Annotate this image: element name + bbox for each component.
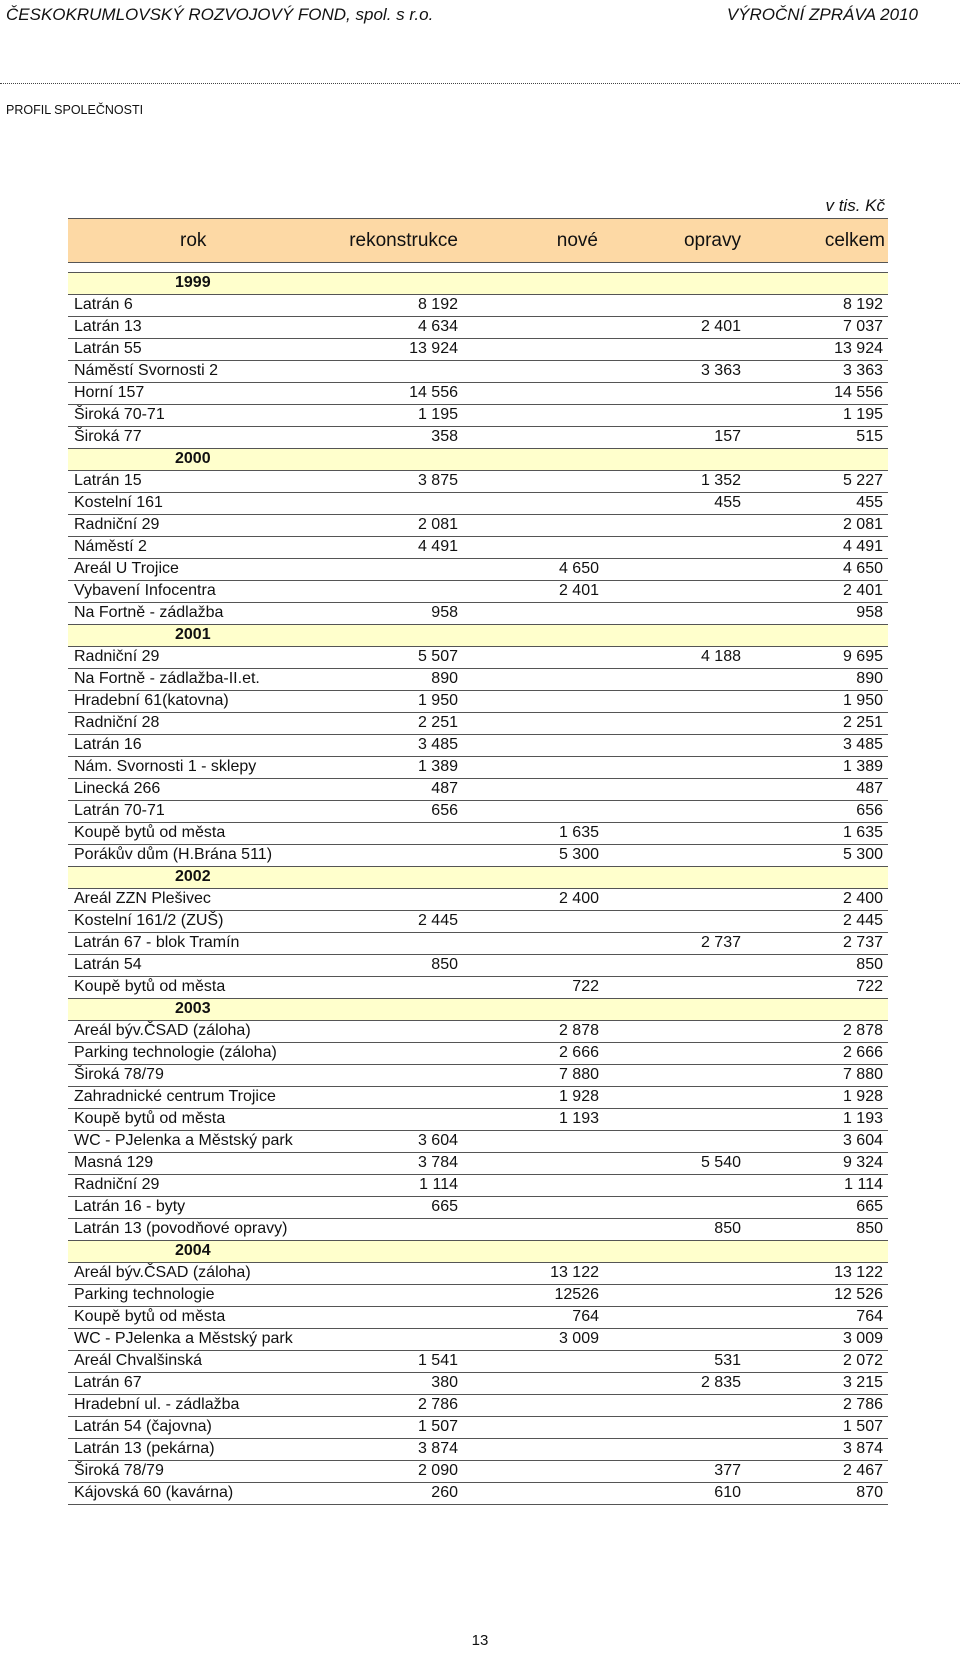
table-row [68, 669, 888, 691]
property-name-cell: Latrán 67 [74, 1374, 142, 1391]
rekonstrukce-cell: 358 [431, 428, 458, 445]
celkem-cell: 487 [856, 780, 883, 797]
table-row [68, 1351, 888, 1373]
property-name-cell: Koupě bytů od města [74, 1110, 226, 1127]
year-row [68, 273, 888, 295]
rekonstrukce-cell: 2 786 [417, 1396, 458, 1413]
table-row [68, 427, 888, 449]
celkem-cell: 2 445 [842, 912, 883, 929]
rekonstrukce-cell: 1 507 [417, 1418, 458, 1435]
table-row [68, 1417, 888, 1439]
table-row [68, 1153, 888, 1175]
property-name-cell: Hradební ul. - zádlažba [74, 1396, 240, 1413]
table-row [68, 1021, 888, 1043]
opravy-cell: 2 401 [700, 318, 741, 335]
opravy-cell: 531 [714, 1352, 741, 1369]
table-row [68, 471, 888, 493]
rekonstrukce-cell: 3 604 [417, 1132, 458, 1149]
nove-cell: 5 300 [558, 846, 599, 863]
celkem-cell: 2 666 [842, 1044, 883, 1061]
nove-cell: 2 400 [558, 890, 599, 907]
table-row [68, 713, 888, 735]
rekonstrukce-cell: 1 195 [417, 406, 458, 423]
nove-cell: 4 650 [558, 560, 599, 577]
rekonstrukce-cell: 3 874 [417, 1440, 458, 1457]
table-row [68, 933, 888, 955]
table-row [68, 383, 888, 405]
table-row [68, 405, 888, 427]
celkem-cell: 1 195 [842, 406, 883, 423]
report-year-title: VÝROČNÍ ZPRÁVA 2010 [726, 5, 918, 24]
celkem-cell: 2 737 [842, 934, 883, 951]
property-name-cell: Latrán 55 [74, 340, 142, 357]
column-header-nove: nové [556, 230, 598, 251]
rekonstrukce-cell: 3 784 [417, 1154, 458, 1171]
nove-cell: 2 666 [558, 1044, 599, 1061]
opravy-cell: 610 [714, 1484, 741, 1501]
table-row [68, 779, 888, 801]
celkem-cell: 8 192 [842, 296, 883, 313]
opravy-cell: 455 [714, 494, 741, 511]
property-name-cell: Areál býv.ČSAD (záloha) [74, 1264, 251, 1281]
property-name-cell: Latrán 13 [74, 318, 142, 335]
opravy-cell: 850 [714, 1220, 741, 1237]
property-name-cell: Nám. Svornosti 1 - sklepy [74, 758, 257, 775]
celkem-cell: 14 556 [834, 384, 883, 401]
property-name-cell: Latrán 13 (povodňové opravy) [74, 1220, 288, 1237]
property-name-cell: Radniční 29 [74, 1176, 160, 1193]
table-row [68, 339, 888, 361]
rekonstrukce-cell: 260 [431, 1484, 458, 1501]
year-label: 1999 [175, 274, 211, 291]
property-name-cell: Náměstí 2 [74, 538, 147, 555]
property-name-cell: Široká 70-71 [74, 406, 165, 423]
rekonstrukce-cell: 656 [431, 802, 458, 819]
report-company-title: ČESKOKRUMLOVSKÝ ROZVOJOVÝ FOND, spol. s r.o. [6, 5, 434, 24]
property-name-cell: Latrán 15 [74, 472, 142, 489]
property-name-cell: Široká 78/79 [74, 1462, 164, 1479]
table-row [68, 493, 888, 515]
property-name-cell: Latrán 16 [74, 736, 142, 753]
celkem-cell: 455 [856, 494, 883, 511]
property-name-cell: Koupě bytů od města [74, 824, 226, 841]
property-name-cell: Porákův dům (H.Brána 511) [74, 846, 273, 863]
celkem-cell: 13 122 [834, 1264, 883, 1281]
property-name-cell: Radniční 29 [74, 648, 160, 665]
rekonstrukce-cell: 487 [431, 780, 458, 797]
celkem-cell: 3 604 [842, 1132, 883, 1149]
rekonstrukce-cell: 8 192 [417, 296, 458, 313]
property-name-cell: Kájovská 60 (kavárna) [74, 1484, 234, 1501]
year-label: 2003 [175, 1000, 211, 1017]
property-name-cell: Areál býv.ČSAD (záloha) [74, 1022, 251, 1039]
celkem-cell: 665 [856, 1198, 883, 1215]
celkem-cell: 656 [856, 802, 883, 819]
property-name-cell: Parking technologie (záloha) [74, 1044, 277, 1061]
rekonstrukce-cell: 4 634 [417, 318, 458, 335]
opravy-cell: 2 835 [700, 1374, 741, 1391]
table-row [68, 1131, 888, 1153]
year-row [68, 867, 888, 889]
table-row [68, 1285, 888, 1307]
opravy-cell: 5 540 [700, 1154, 741, 1171]
table-header [68, 218, 888, 263]
column-header-rekonstrukce: rekonstrukce [349, 230, 458, 251]
rekonstrukce-cell: 2 445 [417, 912, 458, 929]
table-row [68, 889, 888, 911]
opravy-cell: 157 [714, 428, 741, 445]
celkem-cell: 1 635 [842, 824, 883, 841]
table-row [68, 1087, 888, 1109]
property-name-cell: Latrán 54 (čajovna) [74, 1418, 212, 1435]
opravy-cell: 2 737 [700, 934, 741, 951]
table-row [68, 317, 888, 339]
property-name-cell: Koupě bytů od města [74, 978, 226, 995]
nove-cell: 2 401 [558, 582, 599, 599]
celkem-cell: 2 072 [842, 1352, 883, 1369]
table-row [68, 977, 888, 999]
celkem-cell: 1 389 [842, 758, 883, 775]
nove-cell: 764 [572, 1308, 599, 1325]
celkem-cell: 2 400 [842, 890, 883, 907]
celkem-cell: 3 215 [842, 1374, 883, 1391]
table-row [68, 559, 888, 581]
rekonstrukce-cell: 958 [431, 604, 458, 621]
rekonstrukce-cell: 850 [431, 956, 458, 973]
property-name-cell: Latrán 54 [74, 956, 142, 973]
table-row [68, 1197, 888, 1219]
rekonstrukce-cell: 1 950 [417, 692, 458, 709]
rekonstrukce-cell: 13 924 [409, 340, 458, 357]
year-label: 2001 [175, 626, 211, 643]
table-row [68, 823, 888, 845]
year-row [68, 625, 888, 647]
celkem-cell: 2 251 [842, 714, 883, 731]
opravy-cell: 1 352 [700, 472, 741, 489]
table-row [68, 647, 888, 669]
property-name-cell: Radniční 28 [74, 714, 160, 731]
rekonstrukce-cell: 2 090 [417, 1462, 458, 1479]
property-name-cell: Náměstí Svornosti 2 [74, 362, 219, 379]
rekonstrukce-cell: 1 389 [417, 758, 458, 775]
table-row [68, 1263, 888, 1285]
table-row [68, 1307, 888, 1329]
property-name-cell: Široká 78/79 [74, 1066, 164, 1083]
rekonstrukce-cell: 1 114 [419, 1176, 458, 1193]
nove-cell: 1 928 [558, 1088, 599, 1105]
table-row [68, 1175, 888, 1197]
header-divider [0, 83, 960, 84]
celkem-cell: 1 928 [842, 1088, 883, 1105]
nove-cell: 2 878 [558, 1022, 599, 1039]
property-name-cell: Koupě bytů od města [74, 1308, 226, 1325]
table-row [68, 1395, 888, 1417]
year-label: 2002 [175, 868, 211, 885]
table-body [68, 273, 888, 1505]
nove-cell: 1 193 [558, 1110, 599, 1127]
property-name-cell: WC - PJelenka a Městský park [74, 1132, 293, 1149]
celkem-cell: 2 467 [842, 1462, 883, 1479]
rekonstrukce-cell: 4 491 [417, 538, 458, 555]
property-name-cell: Radniční 29 [74, 516, 160, 533]
celkem-cell: 12 526 [834, 1286, 883, 1303]
celkem-cell: 2 786 [842, 1396, 883, 1413]
header-spacer [68, 263, 888, 273]
property-name-cell: Latrán 67 - blok Tramín [74, 934, 240, 951]
rekonstrukce-cell: 2 081 [417, 516, 458, 533]
table-row [68, 1065, 888, 1087]
rekonstrukce-cell: 3 875 [417, 472, 458, 489]
property-name-cell: Areál Chvalšinská [74, 1352, 203, 1369]
property-name-cell: Vybavení Infocentra [74, 582, 216, 599]
celkem-cell: 850 [856, 1220, 883, 1237]
celkem-cell: 3 874 [842, 1440, 883, 1457]
section-title: PROFIL SPOLEČNOSTI [6, 103, 144, 117]
property-name-cell: WC - PJelenka a Městský park [74, 1330, 293, 1347]
nove-cell: 1 635 [558, 824, 599, 841]
table-row [68, 691, 888, 713]
celkem-cell: 2 401 [842, 582, 883, 599]
table-row [68, 1461, 888, 1483]
table-row [68, 1373, 888, 1395]
opravy-cell: 377 [714, 1462, 741, 1479]
celkem-cell: 9 695 [842, 648, 883, 665]
property-name-cell: Linecká 266 [74, 780, 161, 797]
page-number: 13 [471, 1632, 489, 1649]
nove-cell: 7 880 [558, 1066, 599, 1083]
celkem-cell: 13 924 [834, 340, 883, 357]
celkem-cell: 722 [856, 978, 883, 995]
table-row [68, 361, 888, 383]
rekonstrukce-cell: 2 251 [417, 714, 458, 731]
celkem-cell: 7 037 [842, 318, 883, 335]
table-row [68, 603, 888, 625]
celkem-cell: 1 193 [842, 1110, 883, 1127]
celkem-cell: 870 [856, 1484, 883, 1501]
year-row [68, 1241, 888, 1263]
celkem-cell: 2 081 [842, 516, 883, 533]
celkem-cell: 958 [856, 604, 883, 621]
property-name-cell: Latrán 13 (pekárna) [74, 1440, 215, 1457]
investment-table [68, 218, 888, 1505]
table-row [68, 537, 888, 559]
celkem-cell: 3 363 [842, 362, 883, 379]
celkem-cell: 4 650 [842, 560, 883, 577]
property-name-cell: Parking technologie [74, 1286, 215, 1303]
year-row [68, 999, 888, 1021]
celkem-cell: 5 300 [842, 846, 883, 863]
celkem-cell: 515 [856, 428, 883, 445]
year-label: 2000 [175, 450, 211, 467]
table-row [68, 911, 888, 933]
rekonstrukce-cell: 5 507 [417, 648, 458, 665]
celkem-cell: 3 485 [842, 736, 883, 753]
celkem-cell: 890 [856, 670, 883, 687]
rekonstrukce-cell: 3 485 [417, 736, 458, 753]
property-name-cell: Zahradnické centrum Trojice [74, 1088, 276, 1105]
property-name-cell: Kostelní 161/2 (ZUŠ) [74, 912, 224, 929]
table-row [68, 757, 888, 779]
column-header-opravy: opravy [683, 230, 741, 251]
celkem-cell: 3 009 [842, 1330, 883, 1347]
table-row [68, 955, 888, 977]
nove-cell: 722 [572, 978, 599, 995]
property-name-cell: Latrán 6 [74, 296, 133, 313]
unit-label: v tis. Kč [825, 196, 885, 215]
table-row [68, 295, 888, 317]
table-row [68, 581, 888, 603]
nove-cell: 13 122 [550, 1264, 599, 1281]
celkem-cell: 850 [856, 956, 883, 973]
property-name-cell: Kostelní 161 [74, 494, 163, 511]
year-label: 2004 [175, 1242, 211, 1259]
celkem-cell: 764 [856, 1308, 883, 1325]
table-row [68, 801, 888, 823]
table-row [68, 1483, 888, 1505]
property-name-cell: Masná 129 [74, 1154, 154, 1171]
opravy-cell: 4 188 [700, 648, 741, 665]
rekonstrukce-cell: 1 541 [417, 1352, 458, 1369]
property-name-cell: Na Fortně - zádlažba [74, 604, 224, 621]
celkem-cell: 1 950 [842, 692, 883, 709]
property-name-cell: Hradební 61(katovna) [74, 692, 229, 709]
rekonstrukce-cell: 665 [431, 1198, 458, 1215]
table-row [68, 1043, 888, 1065]
celkem-cell: 2 878 [842, 1022, 883, 1039]
property-name-cell: Horní 157 [74, 384, 145, 401]
rekonstrukce-cell: 380 [431, 1374, 458, 1391]
property-name-cell: Široká 77 [74, 428, 142, 445]
column-header-celkem: celkem [824, 230, 885, 251]
property-name-cell: Areál ZZN Plešivec [74, 890, 211, 907]
table-row [68, 1329, 888, 1351]
nove-cell: 3 009 [558, 1330, 599, 1347]
column-header-rok: rok [180, 230, 207, 251]
celkem-cell: 4 491 [842, 538, 883, 555]
celkem-cell: 7 880 [842, 1066, 883, 1083]
celkem-cell: 5 227 [842, 472, 883, 489]
table-row [68, 1439, 888, 1461]
table-row [68, 735, 888, 757]
table-row [68, 1109, 888, 1131]
celkem-cell: 9 324 [842, 1154, 883, 1171]
celkem-cell: 1 507 [842, 1418, 883, 1435]
celkem-cell: 1 114 [844, 1176, 883, 1193]
year-row [68, 449, 888, 471]
opravy-cell: 3 363 [700, 362, 741, 379]
rekonstrukce-cell: 14 556 [409, 384, 458, 401]
table-row [68, 845, 888, 867]
property-name-cell: Latrán 70-71 [74, 802, 165, 819]
property-name-cell: Na Fortně - zádlažba-II.et. [74, 670, 260, 687]
nove-cell: 12526 [554, 1286, 599, 1303]
property-name-cell: Areál U Trojice [74, 560, 179, 577]
rekonstrukce-cell: 890 [431, 670, 458, 687]
property-name-cell: Latrán 16 - byty [74, 1198, 186, 1215]
table-row [68, 1219, 888, 1241]
table-row [68, 515, 888, 537]
